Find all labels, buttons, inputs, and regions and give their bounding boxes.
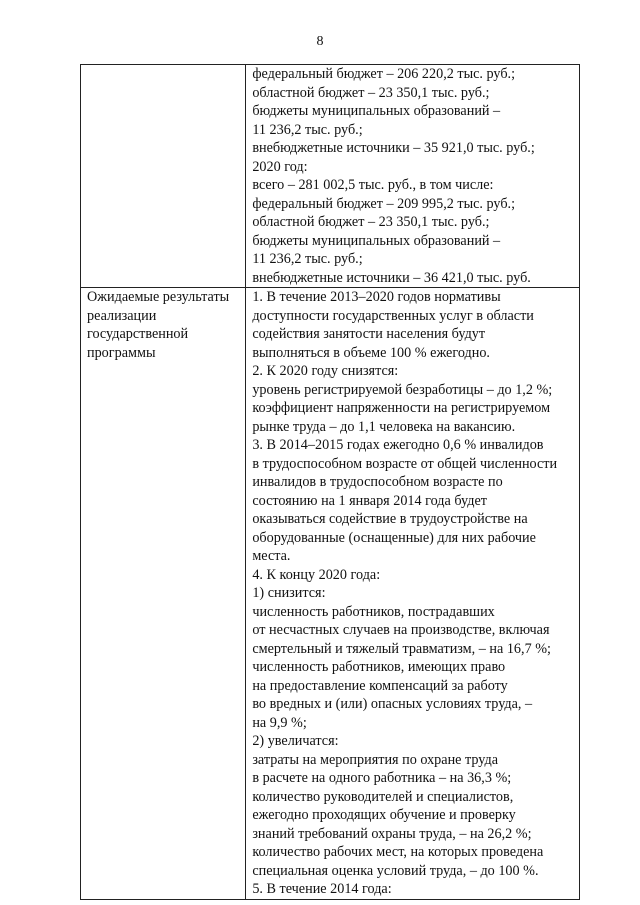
text-line: в трудоспособном возрасте от общей численности: [252, 455, 558, 472]
text-line: на 9,9 %;: [252, 714, 307, 731]
text-line: количество руководителей и специалистов,: [252, 788, 514, 805]
text-line: состоянию на 1 января 2014 года будет: [252, 492, 487, 509]
text-line: уровень регистрируемой безработицы – до 1,2 %;: [252, 381, 553, 398]
text-line: ежегодно проходящих обучение и проверку: [252, 807, 516, 823]
text-line: внебюджетные источники – 35 921,0 тыс. руб.;: [252, 140, 535, 156]
funding-label-cell: [81, 65, 246, 288]
text-line: областной бюджет – 23 350,1 тыс. руб.;: [252, 214, 490, 230]
text-line: оказываться содействие в трудоустройстве на: [252, 511, 528, 527]
text-line: 2020 год:: [252, 158, 308, 175]
text-line: 1) снизится:: [252, 585, 326, 601]
expected-results-label: [81, 288, 245, 362]
text-line: смертельный и тяжелый травматизм, – на 16,7 %;: [252, 640, 551, 657]
text-line: реализации: [87, 307, 157, 324]
text-line: содействия занятости населения будут: [252, 326, 486, 342]
text-line: государственной: [87, 326, 189, 342]
funding-value-cell: [246, 65, 580, 288]
text-line: количество рабочих мест, на которых проведена: [252, 844, 544, 860]
text-line: оборудованные (оснащенные) для них рабочие: [252, 529, 536, 546]
text-line: федеральный бюджет – 209 995,2 тыс. руб.;: [252, 195, 516, 212]
text-line: федеральный бюджет – 206 220,2 тыс. руб.;: [252, 66, 516, 82]
text-line: коэффициент напряженности на регистрируемом: [252, 400, 551, 416]
text-line: всего – 281 002,5 тыс. руб., в том числе:: [252, 177, 494, 193]
text-line: 2. К 2020 году снизятся:: [252, 363, 399, 379]
text-line: места.: [252, 548, 291, 564]
page-number: 8: [316, 34, 324, 49]
text-line: от несчастных случаев на производстве, включая: [252, 622, 550, 638]
text-line: 11 236,2 тыс. руб.;: [252, 251, 363, 267]
text-line: в расчете на одного работника – на 36,3 %;: [252, 770, 512, 786]
table-row-expected-results: [81, 288, 580, 900]
text-line: 3. В 2014–2015 годах ежегодно 0,6 % инвалидов: [252, 437, 544, 453]
text-line: на предоставление компенсаций за работу: [252, 677, 508, 694]
text-line: 4. К концу 2020 года:: [252, 566, 381, 583]
text-line: доступности государственных услуг в области: [252, 307, 534, 324]
expected-results-text: [246, 288, 579, 899]
text-line: численность работников, имеющих право: [252, 659, 506, 675]
text-line: внебюджетные источники – 36 421,0 тыс. руб.: [252, 269, 531, 286]
text-line: 2) увеличатся:: [252, 733, 339, 749]
text-line: 1. В течение 2013–2020 годов нормативы: [252, 289, 501, 305]
funding-text: [246, 65, 579, 287]
text-line: затраты на мероприятия по охране труда: [252, 751, 498, 768]
text-line: рынке труда – до 1,1 человека на вакансию.: [252, 418, 516, 435]
text-line: инвалидов в трудоспособном возрасте по: [252, 474, 503, 490]
text-line: 5. В течение 2014 года:: [252, 881, 392, 897]
text-line: выполняться в объеме 100 % ежегодно.: [252, 344, 490, 361]
text-line: бюджеты муниципальных образований –: [252, 103, 501, 119]
expected-results-value-cell: [246, 288, 580, 900]
text-line: во вредных и (или) опасных условиях труда, –: [252, 696, 533, 712]
text-line: областной бюджет – 23 350,1 тыс. руб.;: [252, 84, 490, 101]
text-line: специальная оценка условий труда, – до 100 %.: [252, 862, 539, 879]
text-line: численность работников, пострадавших: [252, 603, 495, 620]
text-line: 11 236,2 тыс. руб.;: [252, 121, 363, 138]
text-line: бюджеты муниципальных образований –: [252, 232, 501, 249]
program-passport-table: [80, 64, 580, 900]
table-row-funding: [81, 65, 580, 288]
text-line: Ожидаемые результаты: [87, 289, 230, 305]
text-line: знаний требований охраны труда, – на 26,2 %;: [252, 825, 532, 842]
text-line: программы: [87, 344, 156, 361]
expected-results-label-cell: [81, 288, 246, 900]
